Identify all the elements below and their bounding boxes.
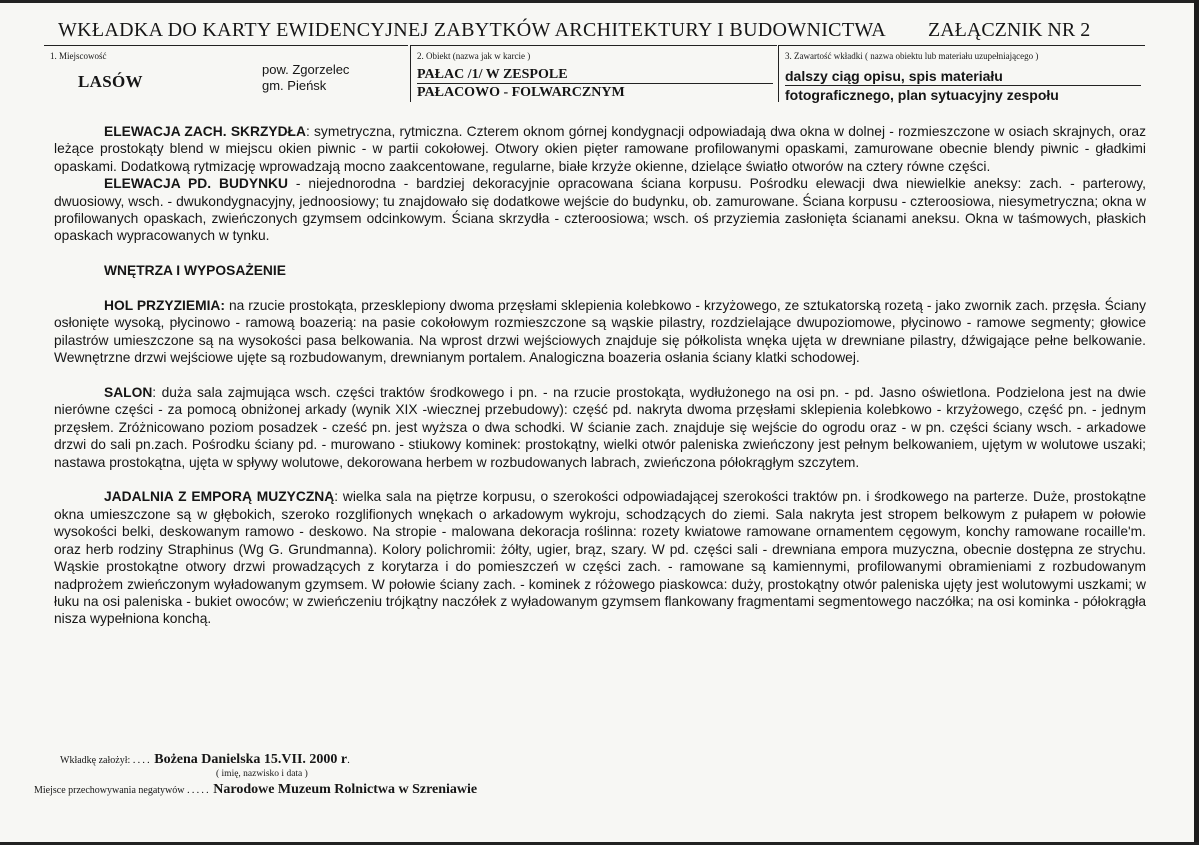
- text-dining-hall: : wielka sala na piętrze korpusu, o szerokości odpowiadającej szerokości traktów pn. i środkowego na parterze. Duże, prostokątne okna umieszczone są w głębokich, szeroko rozglifionych wnękach o arkadowym wykroju, schodzących do ziemi. Sala nakryta jest stropem belkowym z pułapem w połowie wysokości belki, deskowanym ramowo - deskowo. Na stropie - malowana dekoracja roślinna: rozety kwiatowe ramowane ornamentem cęgowym, konchy ramowane rocaille'm. oraz herb rodziny Straphinus (Wg G. Grundmanna). Kolory polichromii: żółty, ugier, brąz, szary. W pd. części sali - drewniana empora muzyczna, obecnie dostępna ze strychu. Wąskie prostokątne otwory drzwi prowadzących z korytarza i do pomieszczeń w części zach. - ramowane są kamiennymi, profilowanymi obramieniami z rozbudowanym nadprożem zwieńczonym wyładowanym gzymsem. W połowie ściany zach. - kominek z różowego piaskowca: duży, prostokątny otwór paleniska ujęty jest wolutowymi uszkami; w łuku na osi paleniska - bukiet owoców; w zwieńczeniu trójkątny naczółek z wyładowanym gzymsem flankowany fragmentami segmentowego naczółka; na osi kominka - półokrągła nisza wypełniona konchą.: [54, 489, 1146, 627]
- text-hall: na rzucie prostokąta, przesklepiony dwoma przęsłami sklepienia kolebkowo - krzyżowego, ze sztukatorską rozetą - jako zwornik zach. przęsła. Ściany osłonięte wysoką, płycinowo - ramową boazerią: na pasie cokołowym rozmieszczone są wąskie pilastry, rozdzielające dwupoziomowe, płycinowo - ramowe segmenty; głowice pilastrów umieszczone są na wysokości pasa belkowania. Na wprost drzwi wejściowych znajduje się półkolista wnęka ujęta w drewniane pilastry, dźwigające pełne belkowanie. Wewnętrzne drzwi wejściowe ujęte są rozbudowanym, drewnianym portalem. Analogiczna boazeria osłania ściany klatki schodowej.: [54, 298, 1146, 366]
- heading-elevation-west: ELEWACJA ZACH. SKRZYDŁA: [104, 124, 306, 139]
- storage-line: [34, 782, 477, 798]
- heading-dining-hall: JADALNIA Z EMPORĄ MUZYCZNĄ: [104, 489, 335, 505]
- object-caption: 2. Obiekt (nazwa jak w karcie ): [417, 51, 531, 61]
- locality-caption: 1. Miejscowość: [50, 51, 107, 61]
- storage-label: Miejsce przechowywania negatywów: [34, 785, 185, 796]
- content-line-2: fotograficznego, plan sytuacyjny zespołu: [785, 87, 1059, 103]
- text-elevation-south: - niejednorodna - bardziej dekoracyjnie opracowana ściana korpusu. Pośrodku elewacji dwa niewielkie aneksy: zach. - parterowy, dwuosiowy, wsch. - dwukondygnacyjny, jednoosiowy; tu znajdowało się dodatkowe wejście do budynku, ob. zamurowane. Ściana korpusu - czteroosiowa, niesymetryczna; okna w profilowanych opaskach, zwieńczonych gzymsem odcinkowym. Ściana skrzydła - czteroosiowa; wsch. oś przyziemia zasłonięta ścianami aneksu. Okna w taśmowych, płaskich opaskach wypracowanych w tynku.: [54, 176, 1147, 244]
- author-dots-left: ....: [132, 754, 152, 766]
- commune-value: gm. Pieńsk: [262, 78, 327, 93]
- heading-elevation-south: ELEWACJA PD. BUDYNKU: [104, 176, 288, 192]
- object-underline-1: [417, 83, 773, 84]
- heading-interiors: WNĘTRZA I WYPOSAŻENIE: [104, 263, 286, 279]
- content-caption: 3. Zawartość wkładki ( nazwa obiektu lub materiału uzupełniającego ): [785, 51, 1039, 61]
- locality-cell: [44, 45, 408, 102]
- paragraph-elevation-south: [54, 175, 1146, 245]
- content-underline-1: [785, 85, 1141, 86]
- storage-dots: .....: [187, 784, 211, 796]
- text-salon: : duża sala zajmująca wsch. części traktów środkowego i pn. - na rzucie prostokąta, wydłużonego na osi pn. - pd. Jasno oświetlona. Podzielona jest na dwie nierówne części - za pomocą obniżonej arkady (wynik XIX -wiecznej przebudowy): część pd. nakryta dwoma przęsłami sklepienia kolebkowo - krzyżowego, część pn. - jednym przęsłem. Zróżnicowano poziom posadzek - cześć pn. jest wyższa o dwa schodki. W ścianie zach. znajduje się wejście do ogrodu oraz - w pn. części ściany wsch. - arkadowe drzwi do sali pn.zach. Pośrodku ściany pd. - murowano - stiukowy kominek: prostokątny, wielki otwór paleniska zwieńczony jest pełnym belkowaniem, ujętym w wolutowe uszaki; nastawa prostokątna, ujęta w spływy wolutowe, dekorowana herbem w rozbudowanych labrach, zwieńczona półokrągłym szczytem.: [54, 385, 1146, 470]
- content-line-1: dalszy ciąg opisu, spis materiału: [785, 68, 1003, 84]
- paragraph-salon: [54, 384, 1146, 471]
- object-cell: [410, 45, 777, 102]
- author-line: [60, 752, 352, 768]
- district-commune: [262, 62, 349, 94]
- object-line-2: PAŁACOWO - FOLWARCZNYM: [417, 85, 625, 100]
- annex-number: ZAŁĄCZNIK NR 2: [928, 19, 1091, 41]
- storage-value: Narodowe Muzeum Rolnictwa w Szreniawie: [213, 782, 478, 797]
- author-label: Wkładkę założył:: [60, 755, 131, 766]
- author-caption: ( imię, nazwisko i data ): [216, 769, 308, 779]
- top-border: [0, 0, 1199, 3]
- description-body: [54, 123, 1146, 628]
- document-title: WKŁADKA DO KARTY EWIDENCYJNEJ ZABYTKÓW ARCHITEKTURY I BUDOWNICTWA: [58, 19, 887, 41]
- author-value: Bożena Danielska 15.VII. 2000 r: [154, 752, 348, 767]
- heading-hall: HOL PRZYZIEMIA:: [104, 298, 225, 314]
- object-line-1: PAŁAC /1/ W ZESPOLE: [417, 67, 568, 82]
- content-cell: [778, 45, 1145, 102]
- locality-value: LASÓW: [78, 72, 143, 91]
- district-value: pow. Zgorzelec: [262, 62, 350, 77]
- author-dots-right: .: [347, 754, 352, 766]
- right-border: [1194, 0, 1199, 845]
- paragraph-hall: [54, 297, 1146, 367]
- paragraph-elevation-west: [54, 123, 1146, 175]
- text-elevation-west: : symetryczna, rytmiczna. Czterem oknom górnej kondygnacji odpowiadają dwa okna w dolnej - rozmieszczone w osiach skrajnych, oraz leżące prostokąty blend w miejscu okien piwnic - w partii cokołowej. Otwory okien pięter ramowane profilowanymi opaskami, zamurowane obecnie blendy piwnic - gładkimi opaskami. Dodatkową rytmizację wprowadzają mocno zaakcentowane, regularne, białe krzyże okienne, dzielące światło otworów na cztery równe części.: [54, 124, 1146, 174]
- heading-salon: SALON: [104, 385, 153, 401]
- paragraph-dining-hall: [54, 488, 1146, 627]
